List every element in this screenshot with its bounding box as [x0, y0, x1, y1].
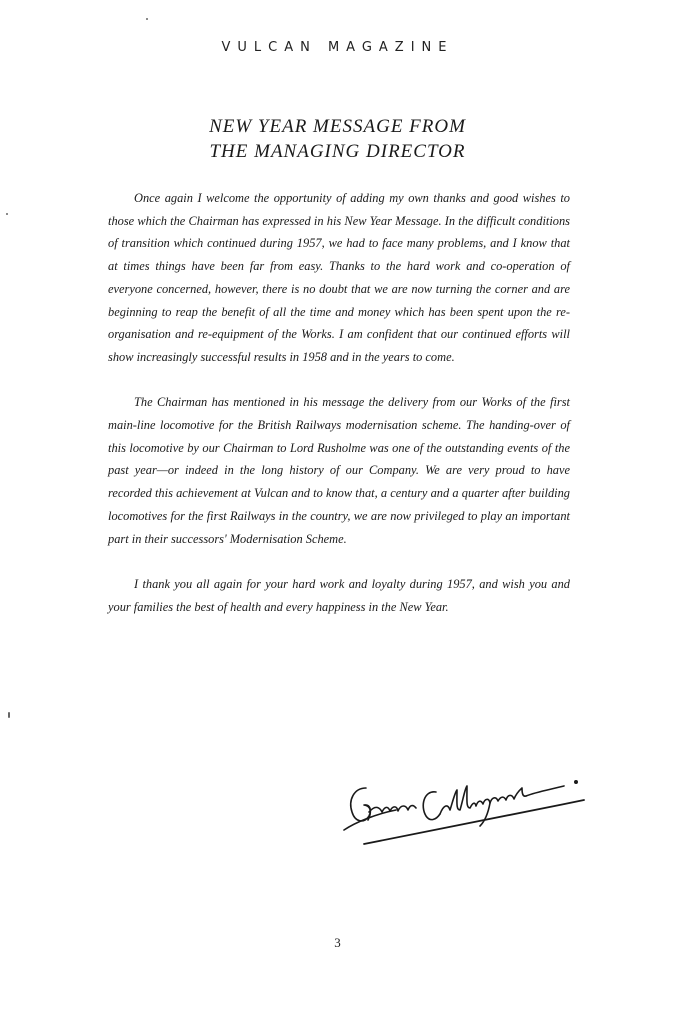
paragraph-2: The Chairman has mentioned in his message the delivery from our Works of the first main-line locomotive for the British Railways modernisation scheme. The handing-over of this locomotive by our Chairman to Lord Rusholme was one of the outstanding events of the past year—or indeed in the long history of our Company. We are very proud to have recorded this achievement at Vulcan and to know that, a century and a quarter after building locomotives for the first Railways in the country, we are now privileged to play an important part in their successors' Modernisation Scheme.: [108, 395, 570, 546]
paper-speck: [146, 18, 148, 20]
paragraph-3: I thank you all again for your hard work and loyalty during 1957, and wish you and your families the best of health and every happiness in the New Year.: [108, 576, 570, 614]
paper-speck: [6, 213, 8, 215]
handwritten-signature: [336, 770, 596, 850]
page-number: 3: [334, 935, 341, 950]
title-line-1: NEW YEAR MESSAGE FROM: [209, 116, 466, 137]
paragraph-1: Once again I welcome the opportunity of adding my own thanks and good wishes to those which the Chairman has expressed in his New Year Message. In the difficult conditions of transition which continued during 1957, we had to face many problems, and I know that at times things have been far from easy. Thanks to the hard work and co-operation of everyone concerned, however, there is no doubt that we are now turning the corner and are beginning to reap the benefit of all the time and money which has been spent upon the re-organisation and re-equipment of the Works. I am confident that our continued efforts will show increasingly successful results in 1958 and in the years to come.: [108, 191, 570, 364]
paper-speck: [8, 712, 10, 718]
running-head: VULCAN MAGAZINE: [221, 40, 454, 55]
page-title: [0, 114, 675, 164]
title-line-2: THE MANAGING DIRECTOR: [209, 141, 466, 162]
article-body: [108, 187, 570, 641]
